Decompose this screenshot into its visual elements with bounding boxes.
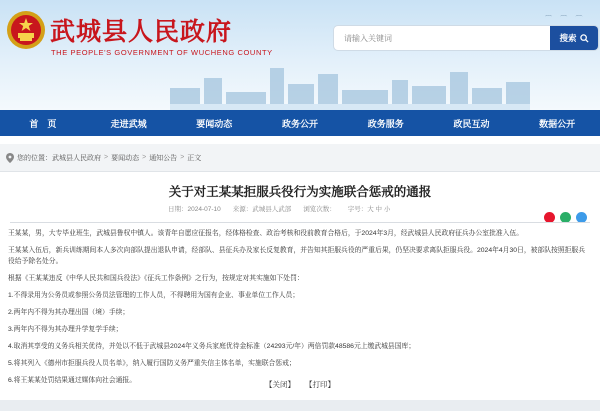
breadcrumb: [0, 144, 600, 172]
nav-item-data-public[interactable]: 数据公开: [539, 118, 576, 129]
main-nav: [0, 110, 600, 136]
search-icon: [580, 34, 589, 43]
city-skyline-decoration: [170, 58, 530, 110]
footer-band: [0, 400, 600, 411]
penalty-item: 5.将其列入《德州市拒服兵役人员名单》，纳入履行国防义务严重失信主体名单，实施联合惩戒；: [8, 360, 296, 367]
breadcrumb-separator: >: [104, 154, 109, 161]
paragraph: 王某某入伍后，新兵训练期间本人多次向部队提出退队申请，经部队、县征兵办及家长反复教育，并告知其拒服兵役的严重后果，仍坚决要求离队拒服兵役。2024年4月30日，被部队按照拒服兵: [8, 247, 586, 254]
breadcrumb-separator: >: [180, 154, 185, 161]
breadcrumb-item-news[interactable]: 要闻动态: [111, 154, 140, 162]
site-subtitle: THE PEOPLE'S GOVERNMENT OF WUCHENG COUNTY: [51, 48, 273, 57]
meta-views: 浏览次数：: [303, 206, 336, 213]
site-header: [0, 0, 600, 110]
search-button[interactable]: [550, 26, 598, 50]
article-actions: [0, 379, 600, 390]
birds-decoration: ⌒ ⌒ ⌒: [545, 15, 586, 23]
penalty-item: 2.两年内不得为其办理出国（境）手续；: [8, 309, 130, 316]
article-body: [8, 228, 590, 386]
penalty-item: 6.将王某某处罚结果通过媒体向社会通报。: [8, 377, 137, 384]
breadcrumb-item-current: 正文: [187, 154, 202, 162]
breadcrumb-item-notices[interactable]: 通知公告: [149, 154, 178, 162]
national-emblem-logo: [6, 10, 46, 50]
nav-item-services[interactable]: 政务服务: [367, 118, 404, 129]
breadcrumb-separator: >: [142, 154, 147, 161]
site-title: 武城县人民政府: [50, 17, 233, 46]
meta-date: 日期：2024-07-10: [168, 206, 221, 213]
paragraph: 王某某，男，大专毕业班生，武城县鲁权中镇人。该青年自愿应征报名，经体格检查、政治考核和役前教育合格后，于2024年3月，经武城县人民政府征兵办公室批准入伍。: [8, 230, 524, 237]
meta-font-size[interactable]: 字号：大 中 小: [347, 206, 391, 213]
paragraph: 根据《王某某违反《中华人民共和国兵役法》《征兵工作条例》之行为，按规定对其实施如下处罚：: [8, 275, 304, 282]
print-link[interactable]: 【打印】: [305, 380, 336, 389]
nav-item-interaction[interactable]: 政民互动: [453, 118, 490, 129]
nav-item-about[interactable]: 走进武城: [110, 118, 147, 129]
nav-item-affairs-public[interactable]: 政务公开: [282, 118, 319, 129]
close-link[interactable]: 【关闭】: [264, 380, 295, 389]
title-divider: [10, 222, 590, 223]
search-button-label: 搜索: [559, 33, 577, 43]
search-input[interactable]: [344, 29, 534, 47]
paragraph: 役给予除名处分。: [8, 258, 63, 265]
breadcrumb-label: 您的位置：: [17, 154, 52, 162]
article-title: 关于对王某某拒服兵役行为实施联合惩戒的通报: [168, 185, 432, 199]
meta-source: 来源：武城县人武部: [232, 206, 292, 213]
breadcrumb-item-home[interactable]: 武城县人民政府: [52, 154, 101, 162]
penalty-item: 4.取消其享受的义务兵相关优待，并处以不低于武城县2024年义务兵家庭优待金标准（24293元/年）两倍罚款48586元上缴武城县国库；: [8, 343, 416, 350]
location-pin-icon: [6, 153, 14, 163]
nav-item-news[interactable]: 要闻动态: [196, 118, 233, 129]
nav-item-home[interactable]: 首 页: [29, 118, 57, 129]
penalty-item: 3.两年内不得为其办理升学复学手续；: [8, 326, 123, 333]
penalty-item: 1.不得录用为公务员或参照公务员法管理的工作人员，不得聘用为国有企业、事业单位工作人员；: [8, 292, 300, 299]
search-bar: [334, 26, 598, 50]
article-meta: [168, 204, 390, 213]
